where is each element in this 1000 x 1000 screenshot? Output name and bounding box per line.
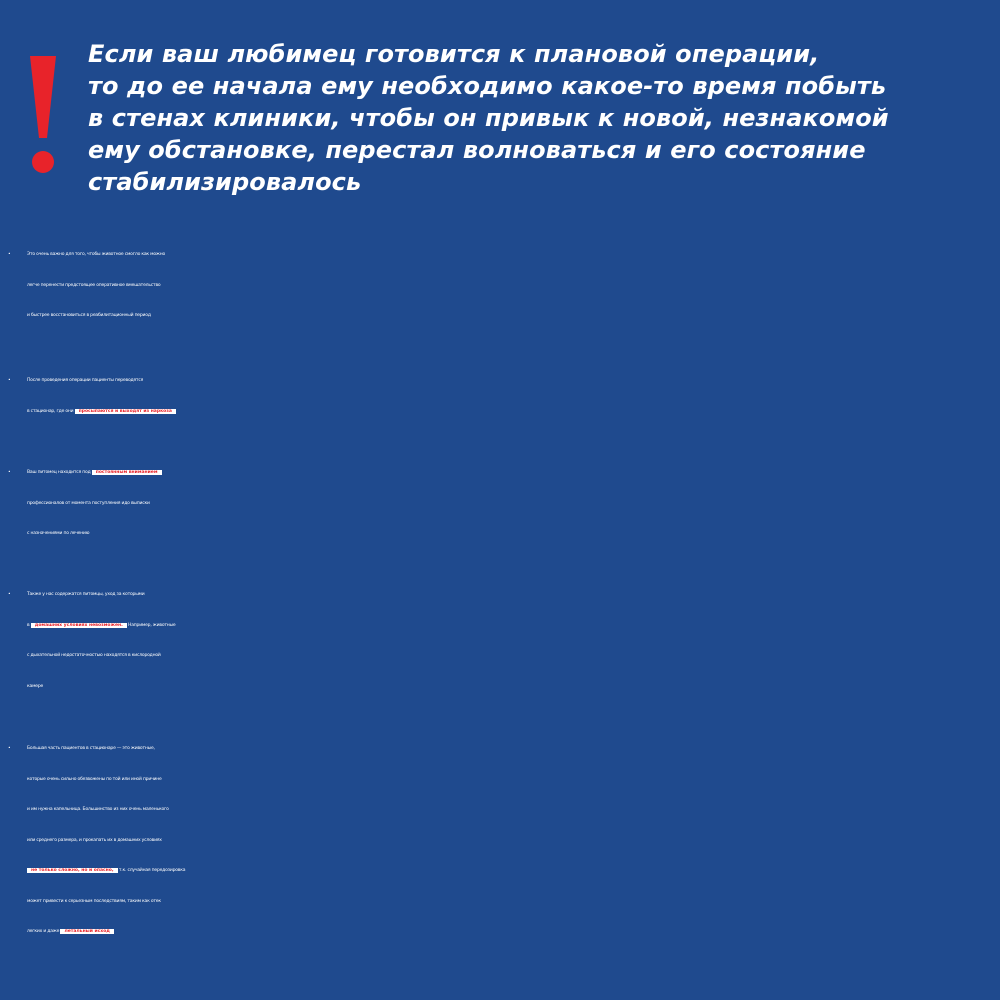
bullet-dehydration [8,734,998,948]
bullet-text: Например, животные [126,622,176,628]
bullet-text: и быстрее восстановиться в реабилитационный период [27,313,151,318]
bullet-text: Также у нас содержатся питомцы, уход за которыми [27,592,145,597]
bullet-text: После проведения операции пациенты переводятся [27,378,144,383]
intro-text [88,38,988,198]
highlight-text: просыпаются и выходят из наркоза [75,409,176,414]
highlight-text: домашних условиях невозможен. [31,623,127,628]
bullet-text: т.к. случайная передозировка [117,868,186,873]
bullet-dot: • [8,378,11,383]
bullet-text: Это очень важно для того, чтобы животное смогло как можно [27,252,166,257]
bullet-text: которые очень сильно обезвожены по той или иной причине [27,776,162,782]
bullet-text: с дыхательной недостаточностью находятся в кислородной [27,653,161,658]
bullet-text: Ваш питомец находится под [27,470,92,475]
bullet-dot: • [8,592,11,597]
bullet-text: и им нужна капельница. Большинство из них очень маленького [27,807,169,812]
highlight-text: постоянным вниманием [92,470,162,475]
bullet-text: профессионалов от момента поступления идо выписки [27,500,150,506]
bullet-text: или среднего размера, и прокапать их в домашних условиях [27,837,162,843]
bullet-home-care [8,580,998,702]
bullet-text: Большая часть пациентов в стационаре — это животные, [27,746,155,751]
intro-line: то до ее начала ему необходимо какое-то время побыть [88,72,887,100]
bullet-text: с назначениями по лечению [27,531,90,536]
bullet-text: в стационар, где они [27,408,75,414]
bullet-text: легких и даже [27,929,61,934]
bullet-dot: • [8,252,11,257]
exclamation-mark-icon [26,54,60,178]
intro-line: в стенах клиники, чтобы он привык к новой, незнакомой [88,104,889,132]
bullet-importance [8,240,998,332]
highlight-text: не только сложно, но и опасно, [27,868,118,873]
intro-line: Если ваш любимец готовится к плановой операции, [88,40,820,68]
bullet-after-surgery [8,366,998,427]
highlight-text: летальный исход [60,929,113,934]
bullet-text: в [27,622,31,628]
bullet-text: может привести к серьезным последствиям, таким как отек [27,898,161,904]
bullet-constant-attention [8,458,998,550]
intro-line: ему обстановке, перестал волноваться и его состояние [88,136,866,164]
intro-line: стабилизировалось [88,168,362,196]
bullet-dot: • [8,746,11,751]
bullet-text: легче перенести предстоящее оперативное вмешательство [27,282,161,288]
bullet-text: камере [27,683,44,689]
bullet-dot: • [8,470,11,475]
